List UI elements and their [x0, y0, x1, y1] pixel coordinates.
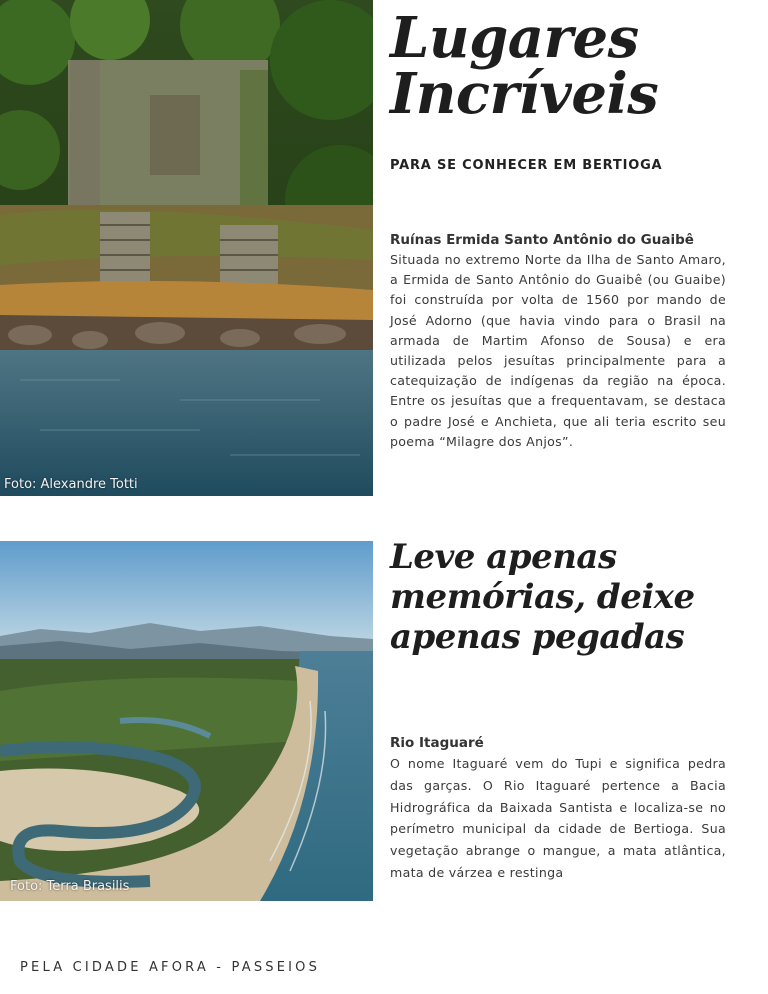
- title-line-2: Incríveis: [390, 61, 659, 127]
- photo-credit: Foto: Terra Brasilis: [10, 879, 130, 894]
- heading-line-3: apenas pegadas: [390, 617, 685, 657]
- article-title: Rio Itaguaré: [390, 735, 484, 751]
- heading-line-2: memórias, deixe: [390, 577, 695, 617]
- river-article: [390, 735, 726, 884]
- river-illustration: [0, 541, 373, 901]
- page-subtitle: PARA SE CONHECER EM BERTIOGA: [390, 158, 663, 173]
- article-body: Situada no extremo Norte da Ilha de Santo Amaro, a Ermida de Santo Antônio do Guaibê (ou Guaibe) foi construída por volta de 1560 por mando de José Adorno (que havia vindo para o Brasil na armada de Martim Afonso de Sousa) e era utilizada pelos jesuítas principalmente para a catequização de indígenas da região na época. Entre os jesuítas que a frequentavam, se destaca o padre José e Anchieta, que ali teria escrito seu poema “Milagre dos Anjos”.: [390, 252, 726, 449]
- title-line-1: Lugares: [390, 5, 639, 71]
- heading-line-1: Leve apenas: [390, 537, 617, 577]
- ruins-photo: [0, 0, 373, 496]
- page-footer: PELA CIDADE AFORA - PASSEIOS: [20, 960, 321, 975]
- article-title: Ruínas Ermida Santo Antônio do Guaibê: [390, 232, 694, 248]
- article-body: O nome Itaguaré vem do Tupi e significa pedra das garças. O Rio Itaguaré pertence a Bacia Hidrográfica da Baixada Santista e localiza-se no perímetro municipal da cidade de Bertioga. Sua vegetação abrange o mangue, a mata atlântica, mata de várzea e restinga: [390, 756, 726, 880]
- photo-credit: Foto: Alexandre Totti: [4, 477, 138, 492]
- page-title: [390, 5, 760, 127]
- ruins-article: [390, 232, 726, 452]
- ruins-illustration: [0, 0, 373, 496]
- river-photo: [0, 541, 373, 901]
- section-heading: [390, 537, 760, 657]
